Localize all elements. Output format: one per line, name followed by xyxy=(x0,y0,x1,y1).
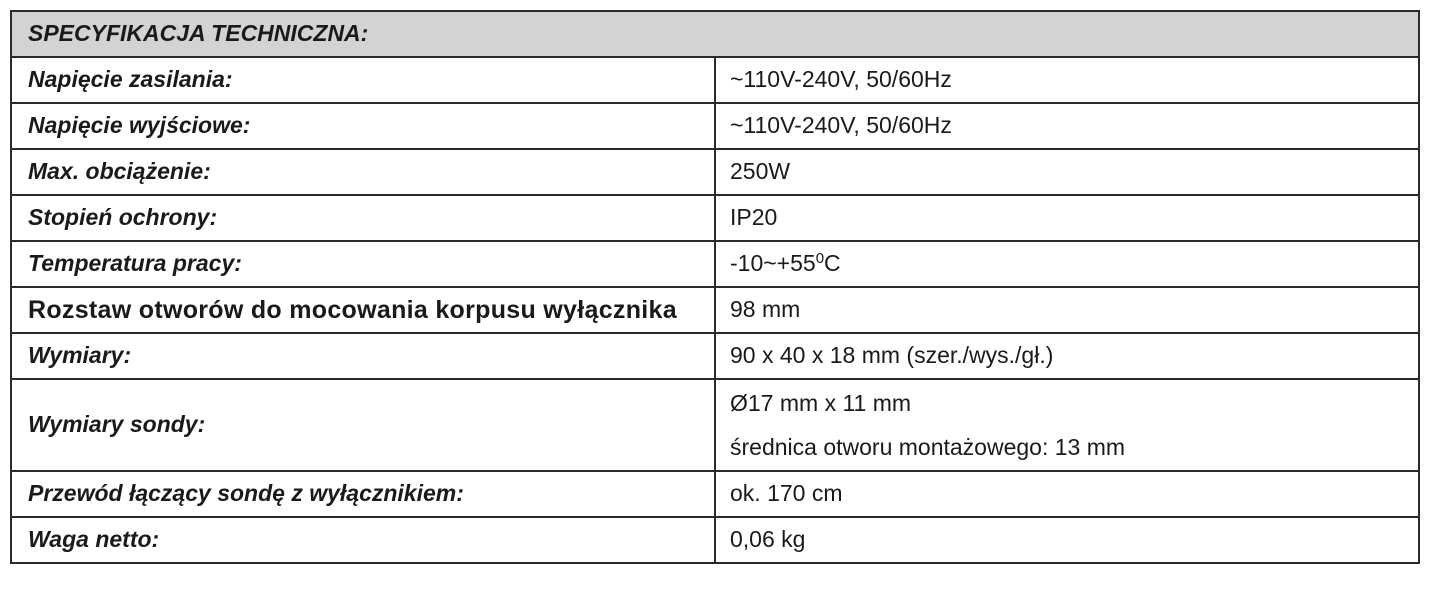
spec-label: Napięcie wyjściowe: xyxy=(11,103,715,149)
table-row xyxy=(11,57,1419,103)
spec-value: IP20 xyxy=(715,195,1419,241)
spec-label: Rozstaw otworów do mocowania korpusu wyłącznika xyxy=(11,287,715,333)
mounting-hole-diameter: średnica otworu montażowego: 13 mm xyxy=(730,434,1126,460)
spec-label: Napięcie zasilania: xyxy=(11,57,715,103)
probe-dimensions: Ø17 mm x 11 mm xyxy=(730,390,912,416)
spec-table xyxy=(10,10,1420,564)
table-row xyxy=(11,517,1419,563)
spec-label: Stopień ochrony: xyxy=(11,195,715,241)
spec-value xyxy=(715,379,1419,471)
table-row xyxy=(11,287,1419,333)
spec-value: 0,06 kg xyxy=(715,517,1419,563)
spec-value: 250W xyxy=(715,149,1419,195)
table-row xyxy=(11,241,1419,287)
spec-label: Waga netto: xyxy=(11,517,715,563)
degree-superscript: 0 xyxy=(815,250,825,268)
spec-label: Przewód łączący sondę z wyłącznikiem: xyxy=(11,471,715,517)
spec-label: Wymiary sondy: xyxy=(11,379,715,471)
table-header-row xyxy=(11,11,1419,57)
table-row xyxy=(11,195,1419,241)
table-row xyxy=(11,379,1419,471)
table-row xyxy=(11,471,1419,517)
spec-value: ~110V-240V, 50/60Hz xyxy=(715,57,1419,103)
table-row xyxy=(11,149,1419,195)
spec-label: Max. obciążenie: xyxy=(11,149,715,195)
spec-value: 90 x 40 x 18 mm (szer./wys./gł.) xyxy=(715,333,1419,379)
temperature-unit: C xyxy=(824,250,841,277)
table-row xyxy=(11,333,1419,379)
spec-value: ok. 170 cm xyxy=(715,471,1419,517)
spec-value xyxy=(715,241,1419,287)
spec-label: Temperatura pracy: xyxy=(11,241,715,287)
spec-label: Wymiary: xyxy=(11,333,715,379)
table-header: SPECYFIKACJA TECHNICZNA: xyxy=(11,11,1419,57)
temperature-range: -10~+55 xyxy=(730,250,816,277)
table-row xyxy=(11,103,1419,149)
spec-value: ~110V-240V, 50/60Hz xyxy=(715,103,1419,149)
spec-value: 98 mm xyxy=(715,287,1419,333)
